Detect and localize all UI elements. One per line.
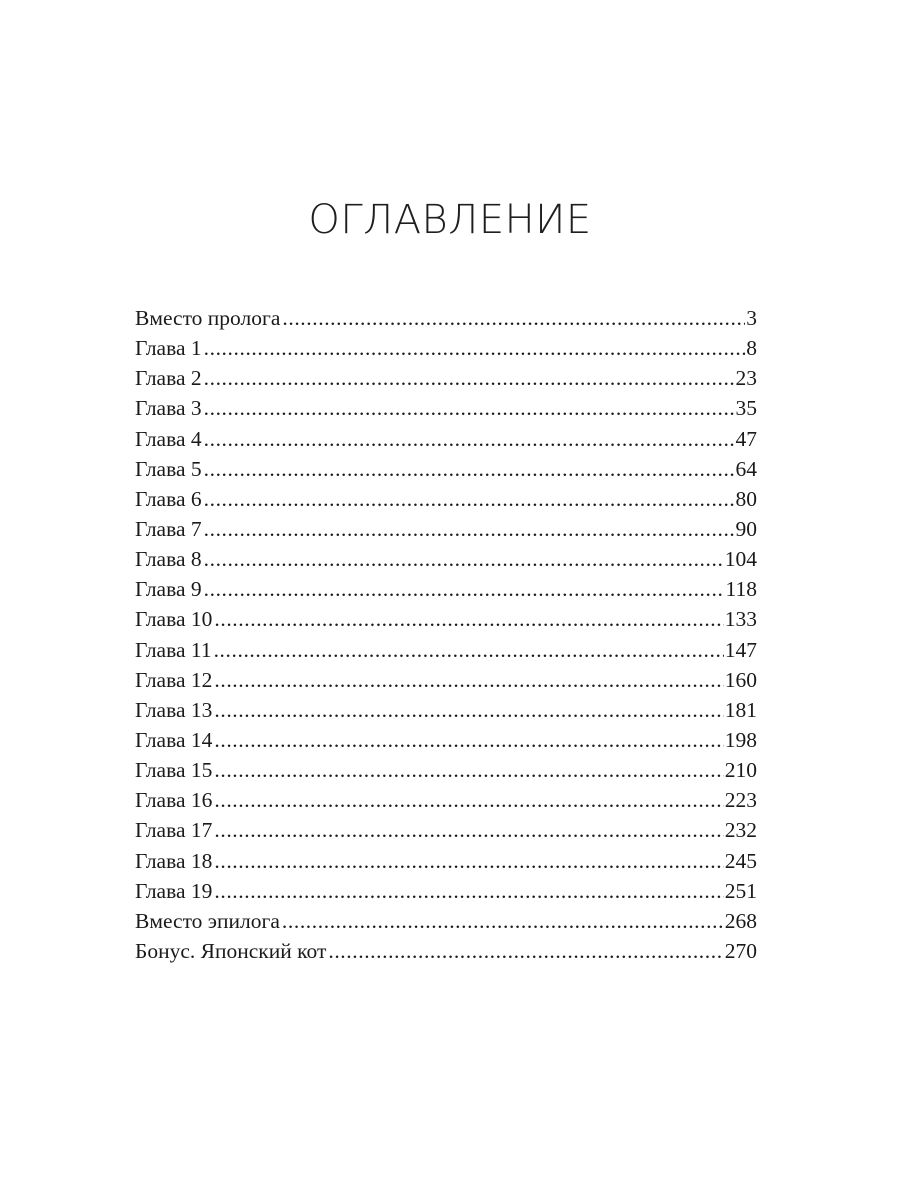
toc-entry[interactable] [135,725,757,755]
toc-entry[interactable] [135,785,757,815]
toc-dot-leader [214,846,723,876]
toc-page-number: 245 [724,848,757,873]
toc-entry[interactable] [135,665,757,695]
toc-dot-leader [282,906,724,936]
toc-entry[interactable] [135,333,757,363]
toc-entry-label: Глава 19 [135,878,213,903]
toc-entry-label: Глава 12 [135,667,213,692]
toc-page-number: 198 [724,727,757,752]
toc-page-number: 133 [724,607,757,632]
toc-entry[interactable] [135,906,757,936]
toc-entry-label: Глава 9 [135,577,202,602]
toc-entry[interactable] [135,393,757,423]
toc-page-number: 64 [735,456,757,481]
toc-entry-label: Глава 6 [135,486,202,511]
toc-entry[interactable] [135,846,757,876]
toc-entry[interactable] [135,424,757,454]
toc-entry-label: Глава 5 [135,456,202,481]
toc-dot-leader [204,363,735,393]
toc-entry[interactable] [135,815,757,845]
toc-entry-label: Глава 17 [135,818,213,843]
toc-page-number: 118 [725,577,757,602]
toc-dot-leader [204,333,746,363]
toc-entry[interactable] [135,635,757,665]
toc-entry[interactable] [135,574,757,604]
toc-page-number: 104 [724,547,757,572]
toc-dot-leader [204,484,735,514]
toc-entry-label: Бонус. Японский кот [135,938,327,963]
toc-entry[interactable] [135,454,757,484]
toc-entry-label: Глава 15 [135,758,213,783]
toc-dot-leader [204,454,735,484]
toc-entry[interactable] [135,755,757,785]
toc-page-number: 232 [724,818,757,843]
toc-entry-label: Глава 8 [135,547,202,572]
toc-entry[interactable] [135,604,757,634]
toc-page-number: 270 [724,938,757,963]
toc-entry-label: Глава 1 [135,336,202,361]
toc-entry[interactable] [135,303,757,333]
toc-dot-leader [204,574,725,604]
toc-page-number: 3 [746,306,757,330]
toc-entry[interactable] [135,936,757,966]
toc-page-number: 251 [724,878,757,903]
toc-dot-leader [282,303,745,333]
toc-entry-label: Глава 13 [135,697,213,722]
toc-page-number: 181 [724,697,757,722]
toc-dot-leader [214,635,724,665]
toc-entry-label: Глава 7 [135,516,202,541]
toc-dot-leader [204,393,735,423]
toc-entry-label: Глава 4 [135,426,202,451]
toc-entry[interactable] [135,484,757,514]
toc-dot-leader [204,514,735,544]
toc-dot-leader [214,876,723,906]
toc-page-number: 8 [746,336,757,361]
toc-entry-label: Глава 3 [135,396,202,421]
toc-dot-leader [214,665,723,695]
toc-dot-leader [214,695,723,725]
toc-entry[interactable] [135,514,757,544]
toc-page-number: 90 [735,516,757,541]
toc-dot-leader [214,604,723,634]
toc-page-number: 210 [724,758,757,783]
toc-dot-leader [204,544,724,574]
toc-entry-label: Глава 10 [135,607,213,632]
toc-page-number: 268 [724,908,757,933]
toc-entry-label: Глава 18 [135,848,213,873]
toc-entry-label: Глава 14 [135,727,213,752]
toc-entry[interactable] [135,695,757,725]
toc-entry[interactable] [135,544,757,574]
toc-page-number: 35 [735,396,757,421]
toc-page-number: 160 [724,667,757,692]
toc-page-number: 223 [724,788,757,813]
toc-entry-label: Глава 11 [135,637,212,662]
table-of-contents [135,303,757,966]
toc-entry-label: Глава 16 [135,788,213,813]
toc-entry-label: Вместо пролога [135,306,281,330]
toc-entry[interactable] [135,363,757,393]
toc-entry[interactable] [135,876,757,906]
toc-entry-label: Вместо эпилога [135,908,280,933]
toc-dot-leader [214,815,723,845]
toc-dot-leader [214,725,723,755]
toc-page-number: 80 [735,486,757,511]
page-title: ОГЛАВЛЕНИЕ [308,197,592,243]
toc-page-number: 147 [724,637,757,662]
toc-entry-label: Глава 2 [135,366,202,391]
toc-page-number: 23 [735,366,757,391]
toc-dot-leader [214,755,723,785]
toc-dot-leader [214,785,723,815]
toc-dot-leader [328,936,723,966]
toc-dot-leader [204,424,735,454]
toc-page-number: 47 [735,426,757,451]
